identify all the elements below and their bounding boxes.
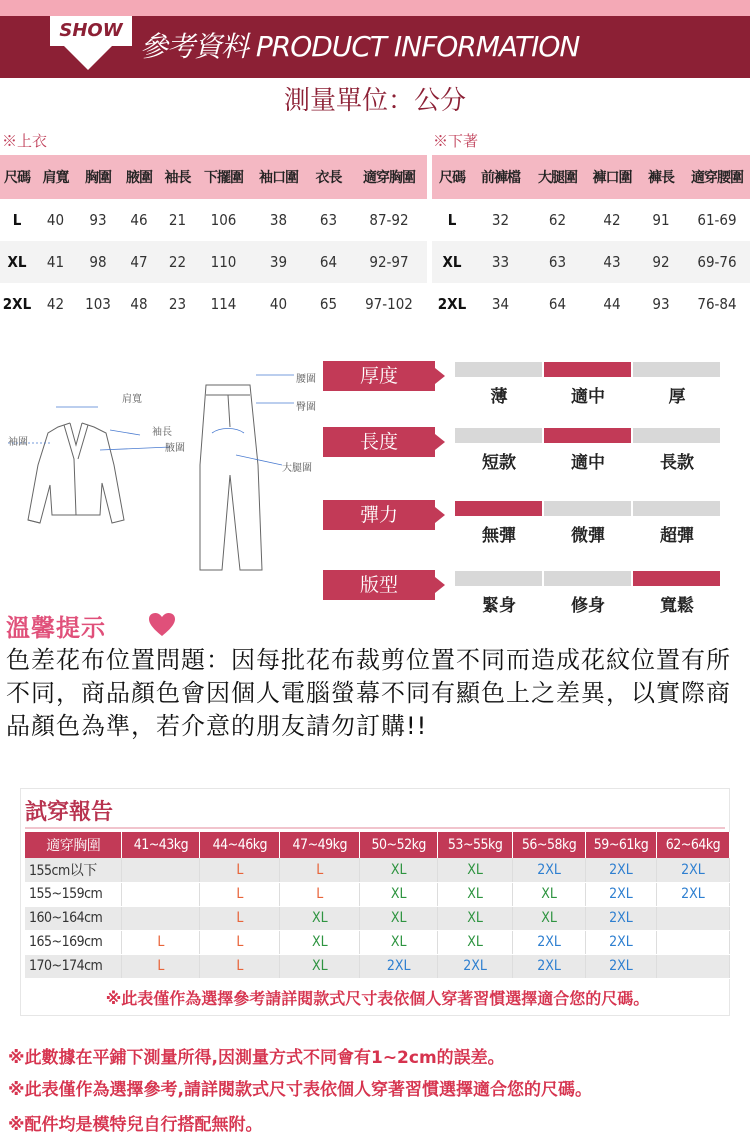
- bottom-table-cell: L: [447, 211, 457, 229]
- top-table-cell: 23: [168, 295, 187, 313]
- top-table-cell: 46: [130, 211, 148, 229]
- attribute-option-label: 超彈: [660, 526, 694, 546]
- top-table-cell: 65: [319, 295, 338, 313]
- bottom-table-cell: 91: [652, 211, 670, 229]
- bottom-table-cell: 64: [548, 295, 567, 313]
- top-size-table: [0, 155, 427, 325]
- table-row: [25, 930, 730, 954]
- footnote-measurement: ※此數據在平鋪下測量所得,因測量方式不同會有1~2cm的誤差。: [8, 1048, 505, 1068]
- trial-size-cell: XL: [438, 882, 513, 906]
- attribute-option-label: 適中: [571, 453, 605, 473]
- bottom-table-cell: 34: [491, 295, 510, 313]
- garment-diagram: [0, 355, 330, 585]
- trial-report-table: [25, 832, 730, 979]
- top-table-cell: XL: [0, 241, 34, 283]
- top-table-header-cell: 腋圍: [119, 155, 159, 199]
- show-arrow-icon: [64, 46, 112, 70]
- trial-weight-header: 41~43kg: [122, 832, 200, 858]
- trial-size-cell: 2XL: [586, 882, 657, 906]
- top-table-label: ※上衣: [2, 132, 48, 150]
- top-table-cell: 42: [46, 295, 65, 313]
- trial-size-cell: XL: [513, 906, 586, 930]
- attribute-scale-segment: [544, 571, 631, 586]
- attribute-tag: 厚度: [323, 361, 435, 391]
- table-row: [25, 906, 730, 930]
- trial-size-cell: L: [200, 858, 280, 882]
- attribute-scale-segment: [455, 428, 542, 443]
- label-shoulder: 肩寬: [122, 394, 142, 405]
- show-tag: SHOW: [50, 16, 132, 46]
- top-table-cell: 64: [306, 241, 351, 283]
- top-table-header-cell: 尺碼: [0, 155, 34, 199]
- top-table-header-cell: 下擺圍: [196, 155, 251, 199]
- top-table-header-cell: 袖長: [159, 155, 196, 199]
- trial-size-cell: L: [200, 930, 280, 954]
- attribute-scale-segment: [455, 501, 542, 516]
- trial-size-cell: XL: [438, 906, 513, 930]
- bottom-table-header-cell: 前褲檔: [472, 155, 529, 199]
- trial-size-cell: 2XL: [586, 930, 657, 954]
- trial-size-cell: [656, 906, 729, 930]
- trial-report-divider: [25, 827, 725, 829]
- trial-size-cell: 2XL: [513, 954, 586, 978]
- attribute-scale-segment: [633, 571, 720, 586]
- bottom-table-cell: 43: [586, 241, 638, 283]
- trial-size-cell: 2XL: [656, 882, 729, 906]
- top-table-cell: 110: [196, 241, 251, 283]
- trial-size-cell: XL: [360, 882, 438, 906]
- top-table-header-cell: 適穿胸圍: [351, 155, 427, 199]
- top-table-cell: 39: [251, 241, 306, 283]
- trial-size-cell: XL: [438, 930, 513, 954]
- trial-height-cell: 155cm以下: [25, 858, 122, 882]
- table-row: [0, 241, 427, 283]
- top-table-cell: 87-92: [369, 211, 409, 229]
- label-hip: 臀圍: [296, 402, 316, 413]
- trial-height-cell: 160~164cm: [25, 906, 122, 930]
- trial-size-cell: 2XL: [360, 954, 438, 978]
- bottom-size-table: [432, 155, 750, 325]
- trial-size-cell: L: [122, 930, 200, 954]
- label-thigh: 大腿圍: [282, 463, 312, 474]
- attribute-scale-segment: [455, 571, 542, 586]
- trial-height-cell: 155~159cm: [25, 882, 122, 906]
- top-table-cell: 98: [77, 241, 119, 283]
- trial-weight-header: 47~49kg: [280, 832, 360, 858]
- attribute-option-label: 修身: [571, 596, 605, 616]
- trial-height-cell: 165~169cm: [25, 930, 122, 954]
- notice-title: 溫馨提示: [6, 614, 106, 642]
- label-waist: 腰圍: [296, 374, 316, 385]
- attribute-scale-segment: [544, 501, 631, 516]
- bottom-table-cell: 42: [603, 211, 621, 229]
- table-row: [25, 954, 730, 978]
- table-row: [432, 241, 750, 283]
- trial-corner-header: 適穿胸圍: [25, 832, 122, 858]
- bottom-table-header-cell: 大腿圍: [529, 155, 586, 199]
- unit-text: 測量單位：公分: [283, 86, 466, 116]
- top-table-cell: L: [12, 211, 22, 229]
- trial-size-cell: XL: [513, 882, 586, 906]
- trial-weight-header: 50~52kg: [360, 832, 438, 858]
- top-table-cell: 63: [319, 211, 338, 229]
- trial-size-cell: 2XL: [513, 930, 586, 954]
- attribute-option-label: 厚: [668, 387, 686, 407]
- footnote-reference: ※此表僅作為選擇參考,請詳閱款式尺寸表依個人穿著習慣選擇適合您的尺碼。: [8, 1080, 592, 1100]
- top-table-cell: 22: [159, 241, 196, 283]
- top-table-cell: 48: [130, 295, 148, 313]
- trial-report-title: 試穿報告: [25, 800, 114, 825]
- bottom-table-cell: 76-84: [697, 295, 737, 313]
- top-table-cell: 97-102: [365, 295, 413, 313]
- trial-size-cell: 2XL: [438, 954, 513, 978]
- attribute-scale-segment: [455, 362, 542, 377]
- trial-weight-header: 44~46kg: [200, 832, 280, 858]
- bottom-table-cell: 32: [491, 211, 510, 229]
- attribute-option-label: 短款: [482, 453, 516, 473]
- attribute-tag: 版型: [323, 570, 435, 600]
- table-row: [0, 199, 427, 241]
- trial-size-cell: [122, 906, 200, 930]
- trial-size-cell: 2XL: [586, 858, 657, 882]
- trial-size-cell: 2XL: [656, 858, 729, 882]
- bottom-table-cell: 33: [472, 241, 529, 283]
- label-armpit: 腋圍: [165, 443, 185, 454]
- trial-size-cell: [122, 882, 200, 906]
- attribute-option-label: 緊身: [482, 596, 516, 616]
- trial-size-cell: L: [280, 882, 360, 906]
- trial-size-cell: XL: [280, 930, 360, 954]
- garment-sketch-icon: [0, 355, 330, 585]
- trial-size-cell: L: [122, 954, 200, 978]
- top-table-cell: 41: [34, 241, 77, 283]
- trial-weight-header: 59~61kg: [586, 832, 657, 858]
- trial-size-cell: [122, 858, 200, 882]
- top-table-cell: 114: [210, 295, 237, 313]
- bottom-table-cell: 44: [603, 295, 621, 313]
- table-row: [0, 283, 427, 325]
- bottom-table-cell: 61-69: [697, 211, 737, 229]
- top-table-header-cell: 衣長: [306, 155, 351, 199]
- top-table-cell: 106: [210, 211, 237, 229]
- table-row: [25, 882, 730, 906]
- trial-size-cell: [656, 930, 729, 954]
- attribute-tag: 長度: [323, 427, 435, 457]
- attribute-scale-segment: [633, 362, 720, 377]
- table-row: [432, 199, 750, 241]
- table-row: [25, 858, 730, 882]
- top-strip: [0, 0, 750, 16]
- page-title: 參考資料 PRODUCT INFORMATION: [140, 30, 580, 63]
- trial-size-cell: L: [200, 882, 280, 906]
- trial-size-cell: 2XL: [586, 954, 657, 978]
- attribute-option-label: 長款: [660, 453, 694, 473]
- trial-size-cell: 2XL: [586, 906, 657, 930]
- top-table-cell: 21: [168, 211, 187, 229]
- attribute-scale-segment: [544, 362, 631, 377]
- attribute-option-label: 無彈: [482, 526, 516, 546]
- attribute-option-label: 微彈: [571, 526, 605, 546]
- top-table-header-cell: 袖口圍: [251, 155, 306, 199]
- trial-size-cell: XL: [360, 906, 438, 930]
- trial-size-cell: [656, 954, 729, 978]
- trial-weight-header: 62~64kg: [656, 832, 729, 858]
- top-table-cell: 2XL: [2, 295, 32, 313]
- bottom-table-cell: 62: [548, 211, 567, 229]
- trial-size-cell: XL: [360, 858, 438, 882]
- attribute-scale-segment: [633, 428, 720, 443]
- bottom-table-cell: 93: [652, 295, 670, 313]
- bottom-table-header-cell: 褲口圍: [586, 155, 638, 199]
- table-row: [432, 283, 750, 325]
- trial-size-cell: XL: [280, 954, 360, 978]
- top-table-cell: 40: [269, 295, 288, 313]
- top-table-cell: 47: [119, 241, 159, 283]
- bottom-table-cell: 63: [529, 241, 586, 283]
- top-table-cell: 40: [46, 211, 65, 229]
- trial-weight-header: 53~55kg: [438, 832, 513, 858]
- bottom-table-cell: 69-76: [684, 241, 750, 283]
- trial-size-cell: L: [280, 858, 360, 882]
- attribute-option-label: 薄: [490, 387, 508, 407]
- bottom-table-cell: XL: [432, 241, 472, 283]
- top-table-cell: 38: [269, 211, 288, 229]
- bottom-table-cell: 2XL: [437, 295, 467, 313]
- attribute-option-label: 適中: [571, 387, 605, 407]
- attribute-option-label: 寬鬆: [660, 596, 694, 616]
- trial-size-cell: XL: [280, 906, 360, 930]
- footnote-accessories: ※配件均是模特兒自行搭配無附。: [8, 1115, 263, 1135]
- trial-size-cell: XL: [360, 930, 438, 954]
- bottom-table-cell: 92: [638, 241, 684, 283]
- bottom-table-header-cell: 適穿腰圍: [684, 155, 750, 199]
- bottom-table-label: ※下著: [433, 132, 479, 150]
- top-table-cell: 103: [85, 295, 111, 313]
- attribute-scale-segment: [633, 501, 720, 516]
- label-cuff: 袖圍: [8, 437, 28, 448]
- trial-size-cell: 2XL: [513, 858, 586, 882]
- bottom-table-header-cell: 尺碼: [432, 155, 472, 199]
- trial-height-cell: 170~174cm: [25, 954, 122, 978]
- bottom-table-header-cell: 褲長: [638, 155, 684, 199]
- top-table-cell: 92-97: [351, 241, 427, 283]
- trial-size-cell: L: [200, 954, 280, 978]
- trial-size-cell: XL: [438, 858, 513, 882]
- top-table-header-cell: 胸圍: [77, 155, 119, 199]
- attribute-tag: 彈力: [323, 500, 435, 530]
- top-table-header-cell: 肩寬: [34, 155, 77, 199]
- trial-weight-header: 56~58kg: [513, 832, 586, 858]
- trial-size-cell: L: [200, 906, 280, 930]
- trial-report-note: ※此表僅作為選擇參考請詳閱款式尺寸表依個人穿著習慣選擇適合您的尺碼。: [105, 989, 650, 1008]
- heart-icon: [148, 612, 176, 638]
- attribute-scale-segment: [544, 428, 631, 443]
- notice-body: 色差花布位置問題：因每批花布裁剪位置不同而造成花紋位置有所不同，商品顏色會因個人電腦螢幕不同有顯色上之差異，以實際商品顏色為準，若介意的朋友請勿訂購!!: [6, 646, 731, 740]
- top-table-cell: 93: [89, 211, 107, 229]
- label-sleeve: 袖長: [152, 427, 172, 438]
